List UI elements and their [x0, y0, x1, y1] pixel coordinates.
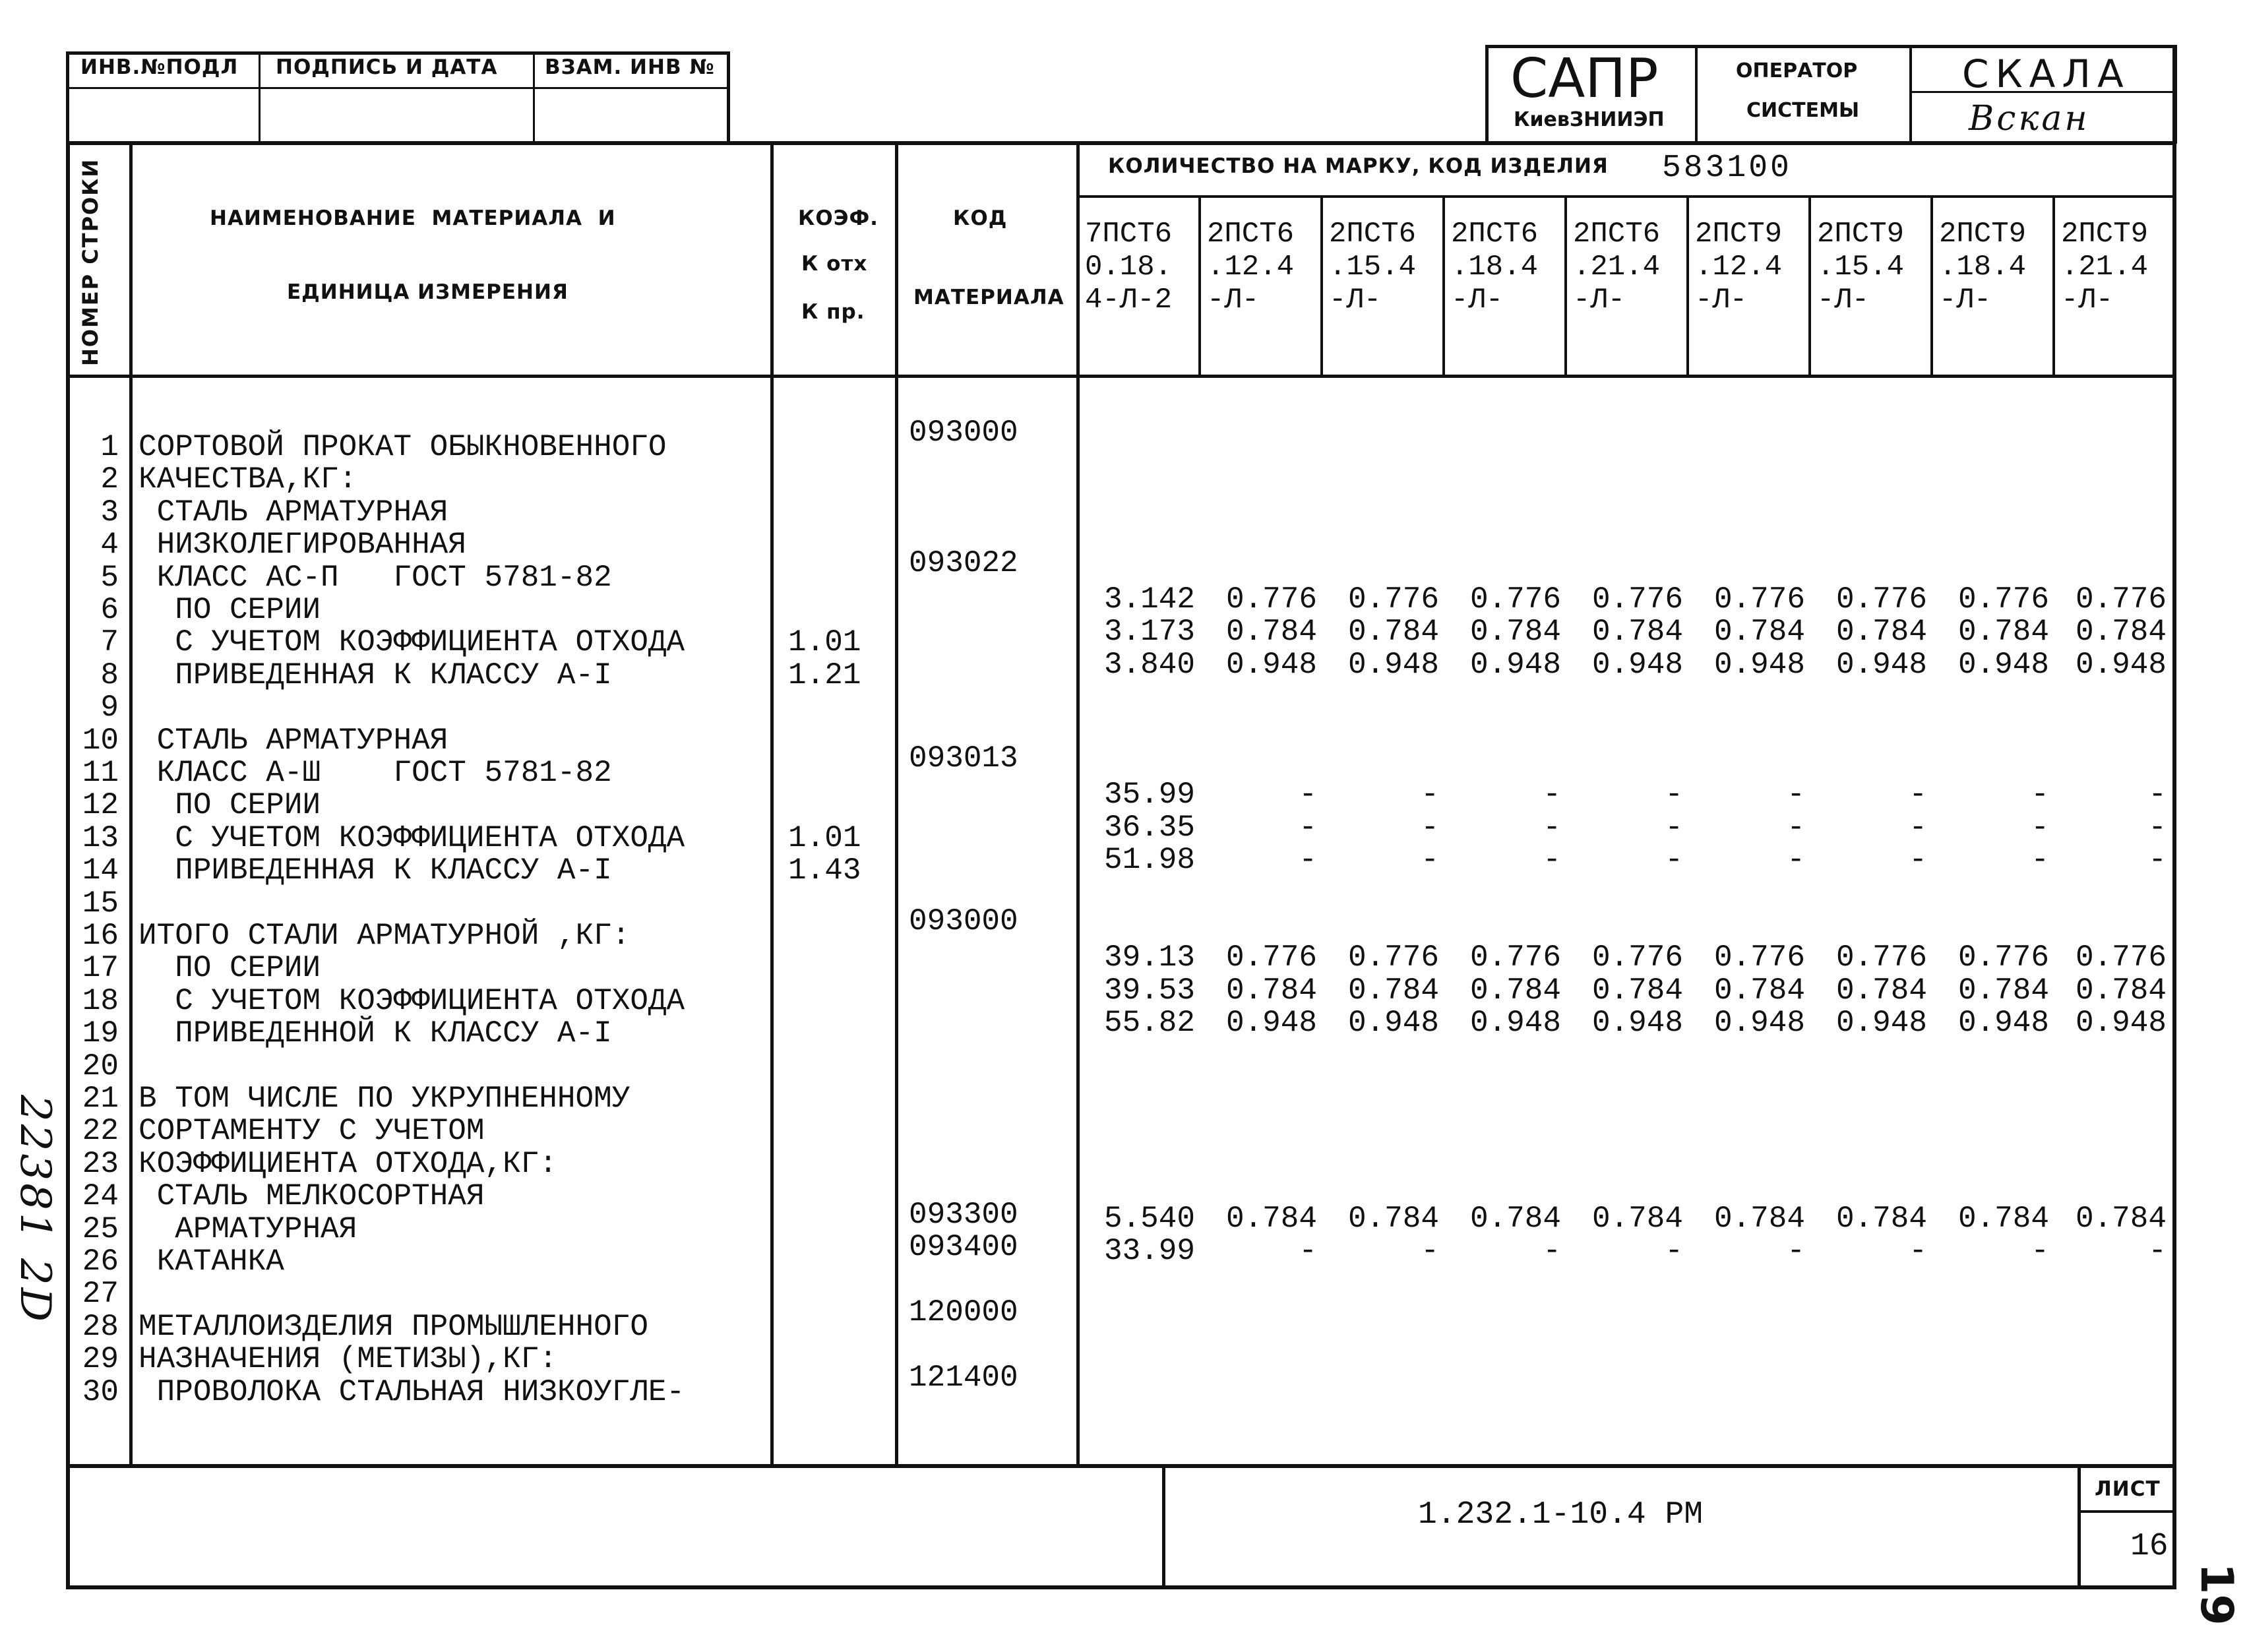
row-number: 10: [82, 723, 119, 758]
material-name: С УЧЕТОМ КОЭФФИЦИЕНТА ОТХОДА: [139, 984, 685, 1018]
mark-header-line: .21.4: [2061, 251, 2149, 284]
material-name: СТАЛЬ АРМАТУРНАЯ: [139, 495, 448, 530]
mark-header-line: -Л-: [1817, 284, 1870, 317]
name-header-line2: ЕДИНИЦА ИЗМЕРЕНИЯ: [287, 280, 569, 304]
quantity-cell: 0.784: [1591, 973, 1683, 1008]
quantity-cell: -: [1909, 778, 1927, 812]
mark-header: [1573, 218, 1660, 317]
material-name: ИТОГО СТАЛИ АРМАТУРНОЙ ,КГ:: [139, 919, 631, 953]
quantity-cell: 3.840: [1103, 648, 1195, 682]
quantity-cell: 0.784: [1957, 615, 2049, 649]
row-number: 22: [82, 1114, 119, 1148]
material-name: КОЭФФИЦИЕНТА ОТХОДА,КГ:: [139, 1147, 557, 1181]
row-number: 24: [82, 1179, 119, 1213]
row-number: 20: [82, 1049, 119, 1084]
material-name: СОРТОВОЙ ПРОКАТ ОБЫКНОВЕННОГО: [139, 430, 667, 464]
mark-header-line: 2ПСТ6: [1573, 218, 1661, 251]
quantity-cell: 0.948: [1591, 1006, 1683, 1040]
stamp-label-signature: ПОДПИСЬ И ДАТА: [276, 55, 498, 79]
quantity-cell: 3.173: [1103, 615, 1195, 649]
material-code: 093000: [909, 904, 1018, 938]
mark-header-line: 2ПСТ9: [2061, 218, 2149, 251]
quantity-cell: 0.776: [1469, 940, 1561, 975]
quantity-cell: 3.142: [1103, 582, 1195, 617]
quantity-cell: -: [1787, 811, 1805, 845]
material-name: ПРИВЕДЕННОЙ К КЛАССУ А-I: [139, 1016, 612, 1051]
quantity-cell: 0.784: [1469, 615, 1561, 649]
coef-header-line1: КОЭФ.: [798, 206, 878, 230]
quantity-cell: -: [1665, 843, 1683, 877]
quantity-cell: 0.784: [2075, 1202, 2167, 1236]
row-number: 15: [82, 886, 119, 921]
quantity-cell: 0.784: [1713, 973, 1805, 1008]
material-name: МЕТАЛЛОИЗДЕЛИЯ ПРОМЫШЛЕННОГО: [139, 1310, 648, 1344]
quantity-cell: 0.776: [1591, 582, 1683, 617]
row-number: 6: [100, 593, 119, 627]
quantity-cell: -: [1543, 811, 1561, 845]
quantity-cell: 0.784: [1591, 615, 1683, 649]
quantity-cell: -: [1299, 778, 1317, 812]
coef-header-line3: К пр.: [801, 300, 865, 324]
material-code: 093300: [909, 1198, 1018, 1232]
quantity-cell: 0.784: [1713, 615, 1805, 649]
quantity-cell: 0.776: [1347, 582, 1439, 617]
row-number: 17: [82, 951, 119, 985]
quantity-cell: 0.776: [1835, 940, 1927, 975]
mark-header-line: 4-Л-2: [1085, 284, 1173, 317]
sheet-label: ЛИСТ: [2095, 1477, 2161, 1501]
row-number: 23: [82, 1147, 119, 1181]
quantity-cell: 0.784: [1225, 615, 1317, 649]
mark-header-line: .18.4: [1451, 251, 1539, 284]
quantity-cell: 0.784: [1469, 1202, 1561, 1236]
material-name: С УЧЕТОМ КОЭФФИЦИЕНТА ОТХОДА: [139, 821, 685, 855]
quantity-cell: -: [1299, 1234, 1317, 1268]
row-number-header: НОМЕР СТРОКИ: [78, 158, 103, 366]
material-name: С УЧЕТОМ КОЭФФИЦИЕНТА ОТХОДА: [139, 625, 685, 659]
row-number: 19: [82, 1016, 119, 1051]
quantity-cell: -: [1421, 778, 1439, 812]
material-code: 093022: [909, 546, 1018, 580]
quantity-cell: 39.53: [1103, 973, 1195, 1008]
mark-header-line: 2ПСТ9: [1939, 218, 2027, 251]
quantity-cell: 0.784: [1957, 1202, 2049, 1236]
page-number: 19: [2190, 1563, 2242, 1626]
stamp-label-replaced: ВЗАМ. ИНВ №: [545, 55, 715, 79]
quantity-cell: -: [1665, 778, 1683, 812]
material-code: 093000: [909, 415, 1018, 450]
quantity-cell: 36.35: [1103, 811, 1195, 845]
quantity-cell: 0.784: [1225, 973, 1317, 1008]
material-name: КЛАСС А-Ш ГОСТ 5781-82: [139, 756, 612, 790]
quantity-cell: -: [1909, 843, 1927, 877]
material-code: 120000: [909, 1295, 1018, 1330]
mark-header-line: -Л-: [1207, 284, 1260, 317]
material-name: НАЗНАЧЕНИЯ (МЕТИЗЫ),КГ:: [139, 1342, 557, 1376]
org-label: КиевЗНИИЭП: [1514, 108, 1665, 131]
margin-handwritten-number: 22381 2D: [11, 1095, 59, 1324]
row-number: 30: [82, 1375, 119, 1409]
quantity-cell: 0.948: [1835, 1006, 1927, 1040]
row-number: 9: [100, 690, 119, 725]
row-number: 4: [100, 528, 119, 562]
code-header-line1: КОД: [953, 206, 1008, 230]
mark-header: [1695, 218, 1782, 317]
quantity-cell: -: [2031, 811, 2049, 845]
quantity-cell: 33.99: [1103, 1234, 1195, 1268]
quantity-cell: 0.776: [1835, 582, 1927, 617]
quantity-cell: 39.13: [1103, 940, 1195, 975]
quantity-cell: -: [2148, 843, 2167, 877]
mark-header-line: 2ПСТ9: [1817, 218, 1905, 251]
material-name: ПО СЕРИИ: [139, 951, 321, 985]
quantity-cell: 0.948: [1591, 648, 1683, 682]
quantity-cell: -: [2031, 843, 2049, 877]
quantity-cell: 0.776: [1713, 940, 1805, 975]
quantity-cell: 0.948: [1713, 648, 1805, 682]
row-number: 28: [82, 1310, 119, 1344]
row-number: 27: [82, 1277, 119, 1311]
quantity-cell: 0.948: [1347, 648, 1439, 682]
quantity-cell: 0.776: [1225, 940, 1317, 975]
quantity-cell: 0.948: [1469, 1006, 1561, 1040]
quantity-cell: 0.776: [2075, 582, 2167, 617]
stamp-label-inv: ИНВ.№ПОДЛ: [80, 55, 239, 79]
material-code: 121400: [909, 1361, 1018, 1395]
material-code: 093013: [909, 741, 1018, 776]
material-name: НИЗКОЛЕГИРОВАННАЯ: [139, 528, 466, 562]
quantity-cell: -: [2148, 1234, 2167, 1268]
quantity-cell: -: [1543, 1234, 1561, 1268]
row-number: 5: [100, 561, 119, 595]
quantity-cell: 0.784: [1347, 1202, 1439, 1236]
quantity-cell: -: [1665, 1234, 1683, 1268]
quantity-cell: 0.784: [1469, 973, 1561, 1008]
coefficient: 1.01: [788, 625, 861, 659]
material-name: СТАЛЬ АРМАТУРНАЯ: [139, 723, 448, 758]
system-name: СКАЛА: [1962, 51, 2130, 96]
mark-header: [1939, 218, 2026, 317]
quantity-cell: 0.784: [1347, 615, 1439, 649]
quantity-cell: -: [1299, 843, 1317, 877]
mark-header-line: .15.4: [1817, 251, 1905, 284]
quantity-cell: 0.948: [2075, 1006, 2167, 1040]
coefficient: 1.43: [788, 853, 861, 888]
name-header-line1: НАИМЕНОВАНИЕ МАТЕРИАЛА И: [210, 206, 616, 230]
quantity-cell: 0.784: [1225, 1202, 1317, 1236]
row-number: 26: [82, 1244, 119, 1279]
mark-header-line: -Л-: [2061, 284, 2114, 317]
mark-header-line: -Л-: [1451, 284, 1504, 317]
quantity-cell: -: [1421, 1234, 1439, 1268]
material-name: АРМАТУРНАЯ: [139, 1212, 357, 1246]
mark-header-line: .12.4: [1207, 251, 1295, 284]
row-number: 8: [100, 658, 119, 692]
row-number: 14: [82, 853, 119, 888]
quantity-cell: 0.784: [1591, 1202, 1683, 1236]
row-number: 13: [82, 821, 119, 855]
quantity-cell: 0.948: [1469, 648, 1561, 682]
material-code: 093400: [909, 1230, 1018, 1264]
quantity-cell: 0.784: [1835, 973, 1927, 1008]
quantity-cell: -: [2148, 811, 2167, 845]
quantity-cell: -: [2031, 1234, 2049, 1268]
quantity-cell: 0.784: [1713, 1202, 1805, 1236]
quantity-cell: 0.784: [2075, 973, 2167, 1008]
quantity-cell: 0.948: [2075, 648, 2167, 682]
quantity-cell: 0.784: [1347, 973, 1439, 1008]
quantity-cell: 5.540: [1103, 1202, 1195, 1236]
quantity-cell: 0.776: [1713, 582, 1805, 617]
quantity-cell: -: [1543, 843, 1561, 877]
quantity-cell: 0.948: [1835, 648, 1927, 682]
material-name: КЛАСС АС-П ГОСТ 5781-82: [139, 561, 612, 595]
quantity-cell: 0.948: [1347, 1006, 1439, 1040]
quantity-cell: -: [2031, 778, 2049, 812]
quantity-cell: -: [1299, 811, 1317, 845]
row-number: 11: [82, 756, 119, 790]
operator-label-2: СИСТЕМЫ: [1746, 99, 1860, 122]
quantity-cell: 0.948: [1957, 648, 2049, 682]
mark-header-line: .12.4: [1695, 251, 1783, 284]
material-name: ПРОВОЛОКА СТАЛЬНАЯ НИЗКОУГЛЕ-: [139, 1375, 685, 1409]
material-name: ПРИВЕДЕННАЯ К КЛАССУ А-I: [139, 853, 612, 888]
material-name: ПО СЕРИИ: [139, 593, 321, 627]
quantity-cell: -: [1909, 811, 1927, 845]
row-number: 7: [100, 625, 119, 659]
quantity-cell: 0.948: [1225, 648, 1317, 682]
material-name: СТАЛЬ МЕЛКОСОРТНАЯ: [139, 1179, 485, 1213]
row-number: 29: [82, 1342, 119, 1376]
mark-header-line: -Л-: [1939, 284, 1992, 317]
quantity-cell: -: [1543, 778, 1561, 812]
sapr-label: САПР: [1510, 47, 1659, 110]
material-name: КАЧЕСТВА,КГ:: [139, 462, 357, 497]
mark-header-line: .15.4: [1329, 251, 1417, 284]
quantity-cell: -: [1421, 811, 1439, 845]
quantity-cell: 55.82: [1103, 1006, 1195, 1040]
quantity-cell: 0.776: [1957, 940, 2049, 975]
quantity-cell: 51.98: [1103, 843, 1195, 877]
quantity-cell: -: [1787, 843, 1805, 877]
quantity-cell: 0.776: [2075, 940, 2167, 975]
quantity-cell: -: [1787, 778, 1805, 812]
quantity-cell: 0.948: [1957, 1006, 2049, 1040]
quantity-cell: 0.776: [1469, 582, 1561, 617]
code-header-line2: МАТЕРИАЛА: [913, 286, 1064, 309]
material-name: СОРТАМЕНТУ С УЧЕТОМ: [139, 1114, 485, 1148]
sheet-number: 16: [2130, 1529, 2169, 1564]
row-number: 1: [100, 430, 119, 464]
mark-header-line: 2ПСТ6: [1207, 218, 1295, 251]
document-code: 1.232.1-10.4 РМ: [1418, 1497, 1704, 1533]
quantity-cell: -: [2148, 778, 2167, 812]
quantity-cell: 0.776: [1225, 582, 1317, 617]
material-name: В ТОМ ЧИСЛЕ ПО УКРУПНЕННОМУ: [139, 1082, 631, 1116]
quantity-cell: 0.948: [1713, 1006, 1805, 1040]
quantity-cell: -: [1421, 843, 1439, 877]
material-name: ПРИВЕДЕННАЯ К КЛАССУ А-I: [139, 658, 612, 692]
coefficient: 1.01: [788, 821, 861, 855]
mark-header-line: -Л-: [1573, 284, 1626, 317]
quantity-cell: -: [1665, 811, 1683, 845]
mark-header: [1329, 218, 1416, 317]
mark-header-line: 2ПСТ6: [1451, 218, 1539, 251]
mark-header-line: 2ПСТ9: [1695, 218, 1783, 251]
row-number: 16: [82, 919, 119, 953]
row-number: 25: [82, 1212, 119, 1246]
quantity-cell: 0.776: [1591, 940, 1683, 975]
mark-header: [1085, 218, 1172, 317]
mark-header-line: 0.18.: [1085, 251, 1173, 284]
mark-header-line: -Л-: [1329, 284, 1382, 317]
material-name: КАТАНКА: [139, 1244, 284, 1279]
quantity-cell: 0.776: [1957, 582, 2049, 617]
product-code: 583100: [1662, 150, 1792, 186]
mark-header: [2061, 218, 2148, 317]
quantity-header: КОЛИЧЕСТВО НА МАРКУ, КОД ИЗДЕЛИЯ: [1108, 154, 1609, 178]
quantity-cell: 0.776: [1347, 940, 1439, 975]
quantity-cell: 0.784: [1835, 615, 1927, 649]
quantity-cell: -: [1787, 1234, 1805, 1268]
quantity-cell: 0.948: [1225, 1006, 1317, 1040]
mark-header-line: -Л-: [1695, 284, 1748, 317]
mark-header-line: 2ПСТ6: [1329, 218, 1417, 251]
coef-header-line2: К отх: [801, 252, 868, 276]
quantity-cell: 0.784: [1835, 1202, 1927, 1236]
mark-header-line: .18.4: [1939, 251, 2027, 284]
row-number: 3: [100, 495, 119, 530]
mark-header: [1817, 218, 1904, 317]
mark-header: [1207, 218, 1294, 317]
row-number: 12: [82, 788, 119, 822]
row-number: 2: [100, 462, 119, 497]
mark-header-line: 7ПСТ6: [1085, 218, 1173, 251]
quantity-cell: 0.784: [1957, 973, 2049, 1008]
quantity-cell: -: [1909, 1234, 1927, 1268]
row-number: 18: [82, 984, 119, 1018]
operator-label-1: ОПЕРАТОР: [1736, 59, 1858, 82]
mark-header: [1451, 218, 1538, 317]
row-number: 21: [82, 1082, 119, 1116]
operator-signature: Вскан: [1969, 99, 2090, 138]
quantity-cell: 0.784: [2075, 615, 2167, 649]
material-name: ПО СЕРИИ: [139, 788, 321, 822]
mark-header-line: .21.4: [1573, 251, 1661, 284]
coefficient: 1.21: [788, 658, 861, 692]
quantity-cell: 35.99: [1103, 778, 1195, 812]
